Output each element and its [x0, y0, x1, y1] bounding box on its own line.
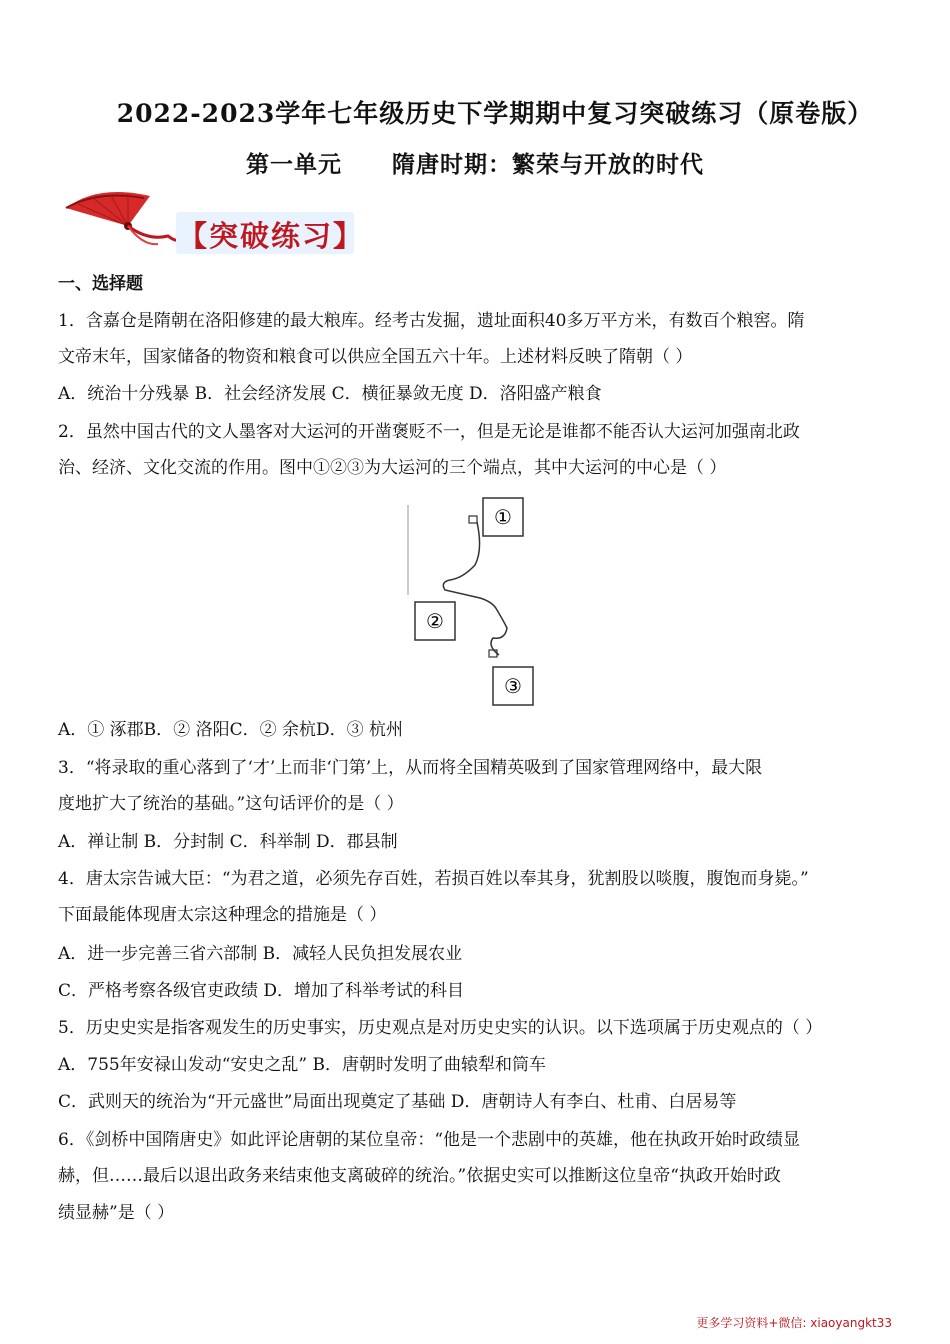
text-line: 6．《剑桥中国隋唐史》如此评论唐朝的某位皇帝：“他是一个悲剧中的英雄，他在执政开始时政绩显	[58, 1130, 801, 1150]
practice-banner-label: 【突破练习】	[178, 219, 365, 253]
text-line: A．禅让制 B．分封制 C．科举制 D．郡县制	[58, 832, 398, 852]
text-line: 文帝末年，国家储备的物资和粮食可以供应全国五六十年。上述材料反映了隋朝（ ）	[58, 347, 693, 367]
footer-note: 更多学习资料+微信: xiaoyangkt33	[696, 1316, 892, 1330]
text-line: 4．唐太宗告诫大臣：“为君之道，必须先存百姓，若损百姓以奉其身，犹割股以啖腹，腹饱而身毙。”	[58, 869, 809, 889]
map-label-3: ③	[504, 674, 522, 698]
text-line: 下面最能体现唐太宗这种理念的措施是（ ）	[58, 905, 387, 925]
document-title: 2022-2023学年七年级历史下学期期中复习突破练习（原卷版）	[116, 99, 874, 128]
text-line: 度地扩大了统治的基础。”这句话评价的是（ ）	[58, 794, 404, 814]
text-line: 绩显赫”是（ ）	[58, 1203, 175, 1223]
grand-canal-map	[405, 490, 545, 715]
text-line: 1．含嘉仓是隋朝在洛阳修建的最大粮库。经考古发掘，遗址面积40多万平方米，有数百个粮窖。隋	[58, 311, 805, 331]
text-line: 2．虽然中国古代的文人墨客对大运河的开凿褒贬不一，但是无论是谁都不能否认大运河加强南北政	[58, 422, 800, 442]
text-line: 治、经济、文化交流的作用。图中①②③为大运河的三个端点，其中大运河的中心是（ ）	[58, 458, 727, 478]
map-label-1: ①	[494, 505, 512, 529]
unit-title: 隋唐时期：繁荣与开放的时代	[392, 151, 704, 178]
text-line: 赫，但……最后以退出政务来结束他支离破碎的统治。”依据史实可以推断这位皇帝“执政开始时政	[58, 1166, 781, 1186]
text-line: C．严格考察各级官吏政绩 D．增加了科举考试的科目	[58, 981, 465, 1001]
unit-subtitle	[0, 146, 950, 179]
fan-icon	[58, 186, 188, 248]
text-line: A．755年安禄山发动“安史之乱” B．唐朝时发明了曲辕犁和筒车	[58, 1055, 547, 1075]
practice-banner	[176, 212, 365, 254]
text-line: A．统治十分残暴 B．社会经济发展 C．横征暴敛无度 D．洛阳盛产粮食	[58, 384, 602, 404]
text-line: 3．“将录取的重心落到了‘才’上而非‘门第’上，从而将全国精英吸到了国家管理网络中，最大限	[58, 758, 763, 778]
text-line: A．进一步完善三省六部制 B．减轻人民负担发展农业	[58, 944, 463, 964]
text-line: C．武则天的统治为“开元盛世”局面出现奠定了基础 D．唐朝诗人有李白、杜甫、白居易等	[58, 1092, 737, 1112]
text-line: A．① 涿郡B．② 洛阳C．② 余杭D．③ 杭州	[58, 720, 404, 740]
map-label-2: ②	[426, 609, 444, 633]
unit-label: 第一单元	[246, 151, 342, 178]
section-heading: 一、选择题	[58, 274, 143, 294]
text-line: 5．历史史实是指客观发生的历史事实，历史观点是对历史史实的认识。以下选项属于历史观点的（ ）	[58, 1018, 823, 1038]
